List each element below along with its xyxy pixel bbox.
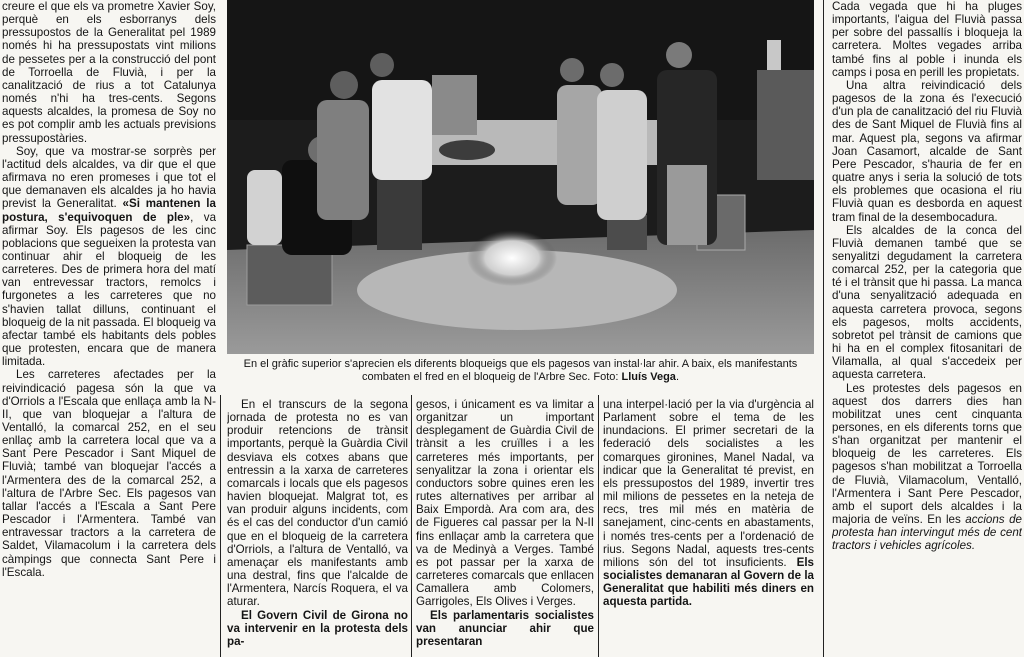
paragraph: Les protestes dels pagesos en aquest dos darrers dies han mobilitzat unes cent cinquanta persones, en els diferents torns que s'han organitzat per mantenir el bloqueig de les carreteres. Els pagesos s'han mobilitzat a Torroella de Fluvià, Vilamacolum, Ventalló, l'Armentera i Sant Pere Pescador, amb el suport dels alcaldes i la majoria de veïns. En les accions de protesta han intervingut més de cent tractors i vehicles agrícoles.: [832, 381, 1022, 553]
column-rule: [823, 0, 824, 657]
article-column-5: [832, 0, 1022, 657]
paragraph: Soy, que va mostrar-se sorprès per l'actitud dels alcaldes, va dir que el que afirmava no eren promeses i que tot el que demanaven els alcaldes ja ho havia previst la Generalitat. «Si mantenen la postura, s'equivoquen de ple», va afirmar Soy. Els pagesos de les cinc poblacions que segueixen la protesta van continuar ahir el bloqueig de les carreteres. Des de primera hora del matí van entrevessar tractors, remolcs i furgonetes a les carreteres que no s'havien tallat dilluns, continuant el bloqueig de la nit passada. El bloqueig va afectar també els habitants dels pobles que protesten, encara que de manera limitada.: [2, 144, 216, 369]
farmers-blockade-photo: [227, 0, 814, 354]
paragraph: creure el que els va prometre Xavier Soy, perquè en els esborranys dels pressupostos de la Generalitat pel 1989 només hi ha pressupostats vint milions de pessetes per a la construcció del pont de Torroella de Fluvià, i per la canalització de rius a tot Catalunya només n'hi ha tres-cents. Segons aquests alcaldes, la promesa de Soy no es pot complir amb les actuals previsions pressupostàries.: [2, 0, 216, 145]
paragraph: El Govern Civil de Girona no va intervenir en la protesta dels pa-: [227, 608, 408, 648]
column-rule: [598, 395, 599, 657]
paragraph: Els alcaldes de la conca del Fluvià demanen també que se senyalitzi degudament la carretera comarcal 252, per la categoria que té i el trànsit que hi passa. La manca d'una senyalització adequada en aquesta carretera provoca, segons els pagesos, molts accidents, sobretot pel trànsit de camions que hi ha en el complex fitosanitari de Vilamalla, al qual s'accedeix per aquesta carretera.: [832, 223, 1022, 382]
pull-quote: «Si mantenen la postura, s'equivoquen de ple»: [2, 197, 216, 224]
paragraph: Les carreteres afectades per la reivindicació pagesa són la que va d'Orriols a l'Escala que enllaça amb la N-II, que van bloquejar a l'altura de Ventalló, la comarcal 252, en el seu enllaç amb la carretera local que va a Sant Pere Pescador i Sant Miquel de Fluvià; també van bloquejar l'accés a l'Armentera des de la comarcal 252, a l'altura de l'Arbre Sec. Els pagesos van tallar l'accés a l'Escala a Sant Pere Pescador i l'Armentera. També van entravessar tractors a la carretera de Saldet, Vilamacolum i la carretera dels càmpings que connecta Sant Pere i l'Escala.: [2, 368, 216, 579]
news-photo: [227, 0, 814, 354]
paragraph: Els parlamentaris socialistes van anunciar ahir que presentaran: [416, 608, 594, 648]
paragraph: Una altra reivindicació dels pagesos de la zona és l'execució d'un pla de canalització del riu Fluvià des de Sant Miquel de Fluvià fins al mar. Aquest pla, segons va afirmar Joan Casamort, alcalde de Sant Pere Pescador, s'hauria de fer en quatre anys i seria la solució de tots els problemes que ocasiona el riu Fluvià quan es desborda en aquest tram final de la desembocadura.: [832, 78, 1022, 224]
paragraph: gesos, i únicament es va limitar a organitzar un important desplegament de Guàrdia Civil de trànsit a les cruïlles i a les carreteres més importants, per senyalitzar la zona i orientar els conductors sobre quines eren les rutes alternatives per arribar al Baix Empordà. Ara com ara, des de Figueres cal passar per la N-II fins enllaçar amb la carretera que va de Medinyà a Verges. També es pot passar per la xarxa de carreteres comarcals que enllacen Camallera amb Colomers, Garrigoles, Els Olives i Verges.: [416, 398, 594, 609]
column-rule: [220, 395, 221, 657]
article-column-2: [227, 398, 408, 657]
column-rule: [411, 395, 412, 657]
article-column-1: [2, 0, 216, 657]
article-column-4: [603, 398, 814, 657]
photo-caption: En el gràfic superior s'aprecien els diferents bloqueigs que els pagesos van instal·lar ahir. A baix, els manifestants combaten el fred en el bloqueig de l'Arbre Sec. Foto: Lluís Vega.: [243, 358, 798, 383]
photo-credit: Lluís Vega: [621, 371, 676, 383]
paragraph: una interpel·lació per la via d'urgència al Parlament sobre el tema de les inundacions. El primer secretari de la federació dels socialistes a les comarques gironines, Manel Nadal, va indicar que la Generalitat té previst, en els pressupostos del 1989, invertir tres mil milions de pessetes en la neteja de recs, tres mil més en matèria de sanejament, cinc-cents en abastaments, i només tres-cents per a l'ordenació de rius. Segons Nadal, aquests tres-cents milions són del tot insuficients. Els socialistes demanaran al Govern de la Generalitat que habiliti més diners en aquesta partida.: [603, 398, 814, 609]
paragraph: Cada vegada que hi ha pluges importants, l'aigua del Fluvià passa per sobre del passallís i bloqueja la carretera. Moltes vegades arriba també fins al poble i inunda els camps i posa en perill les propietats.: [832, 0, 1022, 79]
article-column-3: [416, 398, 594, 657]
paragraph: En el transcurs de la segona jornada de protesta no es van produir retencions de trànsit importants, perquè la Guàrdia Civil desviava els cotxes abans que entressin a la xarxa de carreteres comarcals i locals que els pagesos havien bloquejat. Malgrat tot, es van produir alguns incidents, com és el cas del conductor d'un camió que en el bloqueig de la carretera d'Orriols, a l'altura de Ventalló, va amenaçar els manifestants amb una destral, fins que l'alcalde de l'Armentera, Narcís Roquera, el va aturar.: [227, 398, 408, 609]
